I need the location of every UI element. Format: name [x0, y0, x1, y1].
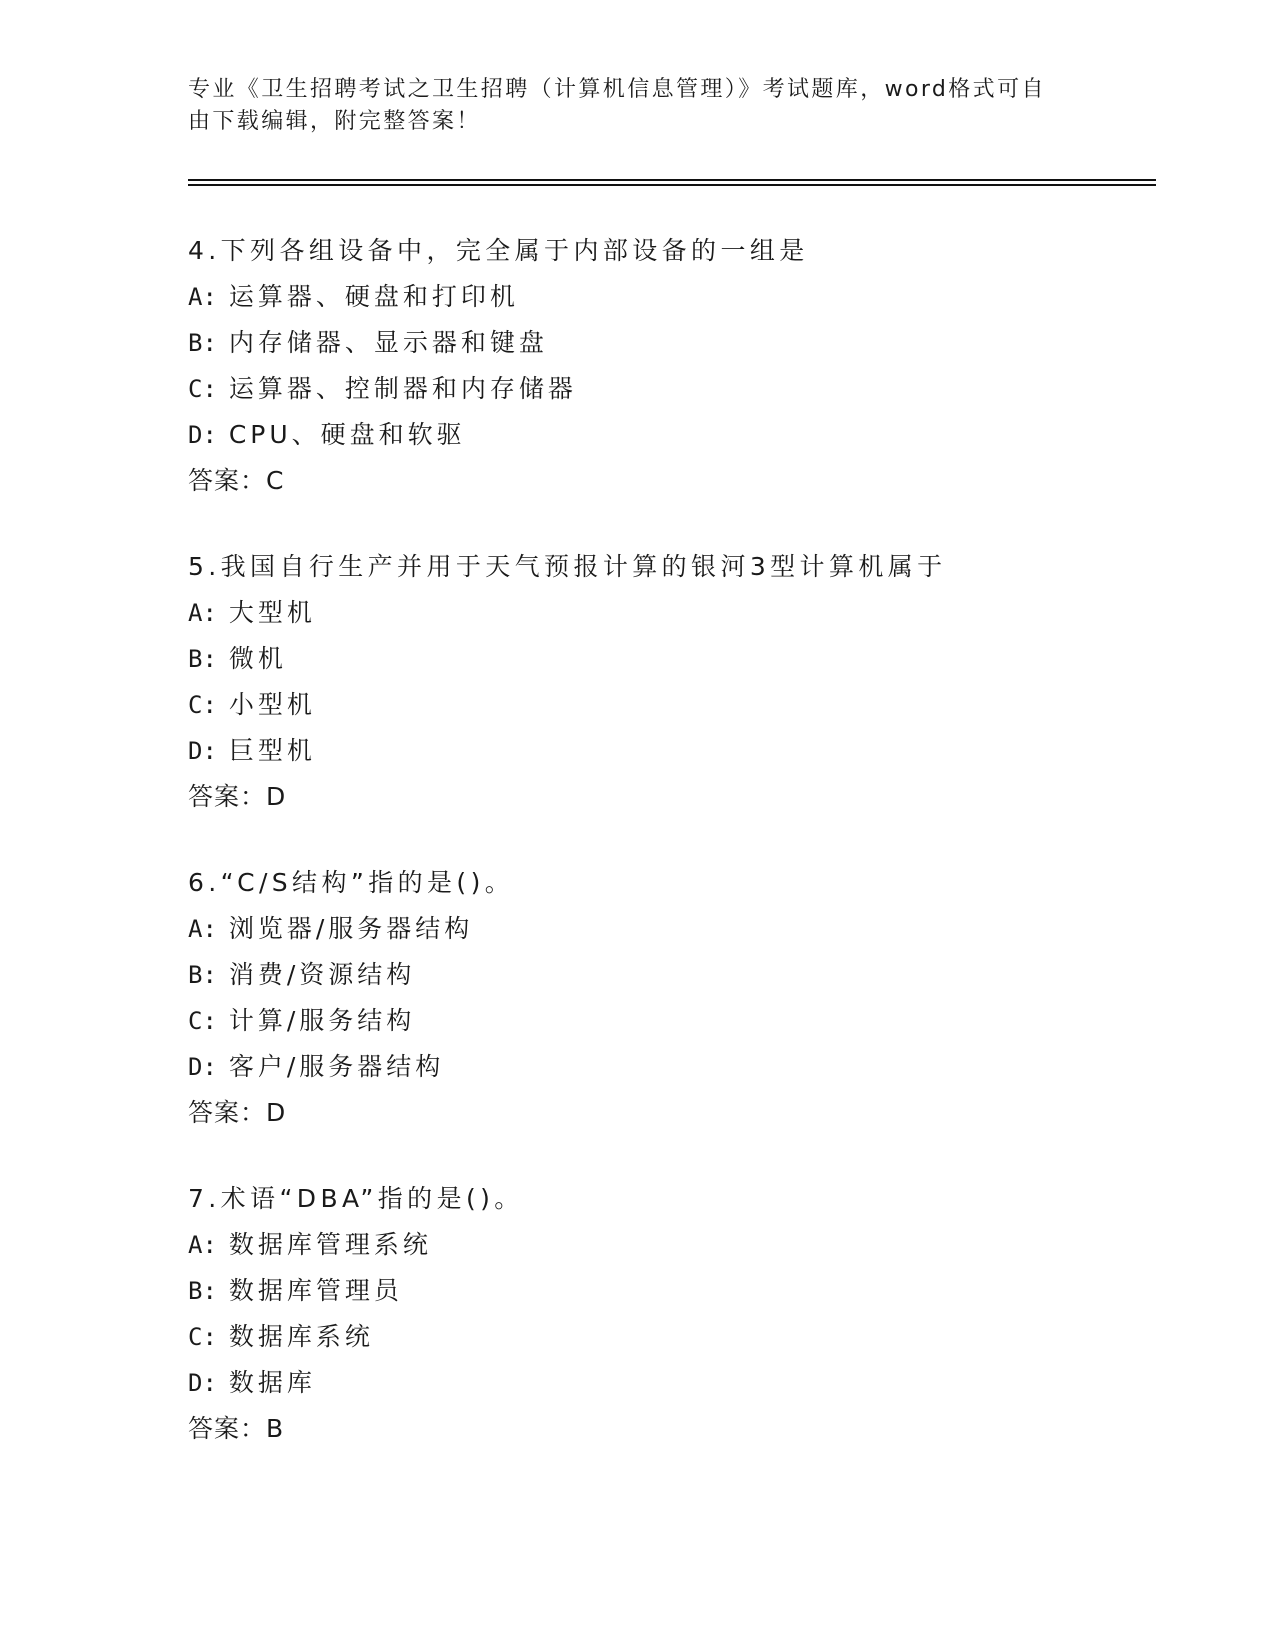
option-d [188, 412, 1168, 458]
option-text: 数据库管理员 [216, 1276, 403, 1305]
option-c [188, 1314, 1168, 1360]
option-letter: C: [188, 1007, 217, 1035]
header-divider-top [188, 179, 1156, 181]
option-letter: B: [188, 645, 217, 673]
option-text: 数据库管理系统 [216, 1230, 432, 1259]
option-letter: C: [188, 375, 217, 403]
answer-line: 答案：D [188, 1098, 287, 1127]
option-text: 小型机 [216, 690, 316, 719]
option-b [188, 320, 1168, 366]
option-a [188, 1222, 1168, 1268]
option-text: 巨型机 [216, 736, 316, 765]
option-letter: D: [188, 1369, 217, 1397]
option-letter: D: [188, 1053, 217, 1081]
option-text: 数据库 [216, 1368, 316, 1397]
option-b [188, 952, 1168, 998]
option-text: 运算器、硬盘和打印机 [216, 282, 519, 311]
option-letter: A: [188, 599, 217, 627]
option-letter: B: [188, 1277, 217, 1305]
option-letter: D: [188, 737, 217, 765]
option-a [188, 906, 1168, 952]
question-stem: 6.“C/S结构”指的是()。 [188, 868, 515, 897]
option-text: 数据库系统 [216, 1322, 374, 1351]
option-text: CPU、硬盘和软驱 [216, 420, 466, 449]
header-divider-bottom [188, 184, 1156, 186]
question-block [188, 860, 1168, 1136]
option-text: 浏览器/服务器结构 [216, 914, 474, 943]
option-letter: B: [188, 329, 217, 357]
question-stem: 4.下列各组设备中，完全属于内部设备的一组是 [188, 236, 809, 265]
answer-line: 答案：C [188, 466, 285, 495]
option-text: 计算/服务结构 [216, 1006, 416, 1035]
option-text: 客户/服务器结构 [216, 1052, 445, 1081]
document-intro: 专业《卫生招聘考试之卫生招聘（计算机信息管理）》考试题库，word格式可自由下载编辑，附完整答案！ [188, 77, 1046, 134]
option-letter: A: [188, 1231, 217, 1259]
option-d [188, 1360, 1168, 1406]
option-text: 大型机 [216, 598, 316, 627]
option-letter: C: [188, 1323, 217, 1351]
option-text: 运算器、控制器和内存储器 [216, 374, 577, 403]
question-stem: 7.术语“DBA”指的是()。 [188, 1184, 524, 1213]
option-c [188, 366, 1168, 412]
option-letter: A: [188, 283, 217, 311]
option-b [188, 636, 1168, 682]
option-d [188, 728, 1168, 774]
option-d [188, 1044, 1168, 1090]
option-letter: B: [188, 961, 217, 989]
option-b [188, 1268, 1168, 1314]
question-block [188, 228, 1168, 504]
option-c [188, 998, 1168, 1044]
option-c [188, 682, 1168, 728]
option-a [188, 590, 1168, 636]
option-letter: D: [188, 421, 217, 449]
answer-line: 答案：B [188, 1414, 285, 1443]
option-letter: A: [188, 915, 217, 943]
option-text: 消费/资源结构 [216, 960, 416, 989]
option-a [188, 274, 1168, 320]
option-text: 内存储器、显示器和键盘 [216, 328, 548, 357]
answer-line: 答案：D [188, 782, 287, 811]
option-letter: C: [188, 691, 217, 719]
option-text: 微机 [216, 644, 287, 673]
question-block [188, 1176, 1168, 1452]
question-stem: 5.我国自行生产并用于天气预报计算的银河3型计算机属于 [188, 552, 947, 581]
question-block [188, 544, 1168, 820]
